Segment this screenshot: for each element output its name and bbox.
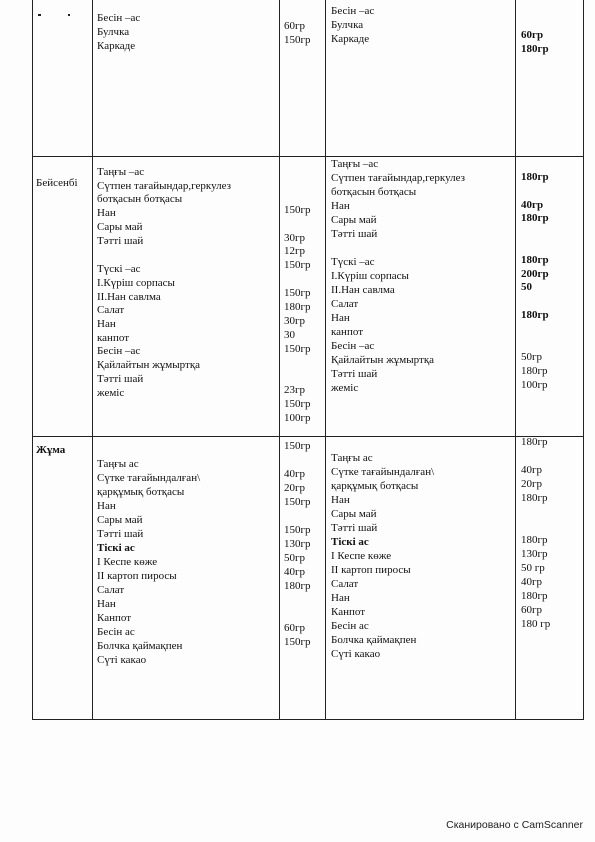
- qty-value: 180гр: [521, 534, 548, 546]
- menu-item: Қайлайтын жұмыртқа: [331, 354, 435, 366]
- qty-value: 180гр: [521, 254, 549, 266]
- menu-item: Бесін –ас: [331, 5, 375, 17]
- menu-item: ІІ картоп пиросы: [331, 564, 411, 576]
- qty-value: 150гр: [284, 524, 311, 536]
- qty-value: 200гр: [521, 268, 549, 280]
- qty-value: 40гр: [284, 468, 306, 480]
- menu-item: Тәтті шай: [97, 235, 144, 247]
- qty-value: 180гр: [521, 212, 549, 224]
- scan-mark: [68, 14, 70, 16]
- meal-heading: Таңғы ас: [331, 452, 373, 464]
- menu-item: Сүтпен тағайындар,геркулез: [331, 172, 465, 184]
- qty-value: 60гр: [284, 622, 306, 634]
- menu-item: Болчка қаймақпен: [331, 634, 417, 646]
- menu-item: Сүті какао: [97, 654, 147, 666]
- meal-heading: Бесін ас: [97, 626, 135, 638]
- menu-item: Нан: [97, 207, 116, 219]
- table-border-right: [583, 0, 584, 720]
- qty-value: 150гр: [284, 398, 311, 410]
- menu-item: Нан: [97, 598, 116, 610]
- qty-value: 50: [521, 281, 532, 293]
- table-col-divider: [515, 0, 516, 720]
- meal-heading: Таңғы –ас: [97, 166, 145, 178]
- menu-item: ІІ.Нан савлма: [331, 284, 395, 296]
- meal-heading: Бесін ас: [331, 620, 369, 632]
- menu-item: Қайлайтын жұмыртқа: [97, 359, 201, 371]
- scan-mark: [38, 14, 41, 16]
- qty-value: 50 гр: [521, 562, 545, 574]
- menu-item: Салат: [331, 298, 359, 310]
- qty-value: 100гр: [284, 412, 311, 424]
- menu-item: Каркаде: [97, 40, 136, 52]
- menu-item: Бесін –ас: [97, 12, 141, 24]
- menu-item: Каркаде: [331, 33, 370, 45]
- qty-value: 180 гр: [521, 618, 551, 630]
- meal-heading: Бесін –ас: [331, 340, 375, 352]
- qty-value: 180гр: [521, 492, 548, 504]
- qty-value: 40гр: [521, 576, 543, 588]
- qty-value: 30гр: [284, 232, 306, 244]
- qty-value: 150гр: [284, 440, 311, 452]
- qty-value: 150гр: [284, 204, 311, 216]
- menu-item: Тәтті шай: [331, 522, 378, 534]
- qty-value: 150гр: [284, 636, 311, 648]
- meal-heading: Тіскі ас: [331, 536, 369, 548]
- menu-item: Сүті какао: [331, 648, 381, 660]
- menu-item: Нан: [331, 494, 350, 506]
- qty-value: 130гр: [284, 538, 311, 550]
- qty-value: 180гр: [521, 171, 549, 183]
- menu-item: жеміс: [331, 382, 359, 394]
- menu-item: ботқасын ботқасы: [331, 186, 417, 198]
- qty-value: 180гр: [521, 365, 548, 377]
- menu-item: Болчка қаймақпен: [97, 640, 183, 652]
- row-divider: [32, 156, 584, 157]
- qty-value: 150гр: [284, 34, 311, 46]
- day-label-thursday: Бейсенбі: [36, 177, 78, 189]
- menu-item: қарқұмық ботқасы: [97, 486, 185, 498]
- menu-item: канпот: [331, 326, 363, 338]
- qty-value: 50гр: [521, 351, 543, 363]
- qty-value: 20гр: [521, 478, 543, 490]
- menu-item: қарқұмық ботқасы: [331, 480, 419, 492]
- menu-item: Канпот: [331, 606, 366, 618]
- menu-item: І.Күріш сорпасы: [331, 270, 409, 282]
- menu-item: Нан: [331, 592, 350, 604]
- menu-item: Тәтті шай: [331, 368, 378, 380]
- qty-value: 150гр: [284, 343, 311, 355]
- qty-value: 20гр: [284, 482, 306, 494]
- menu-item: Салат: [97, 584, 125, 596]
- qty-value: 12гр: [284, 245, 306, 257]
- menu-item: Сары май: [97, 221, 143, 233]
- qty-value: 23гр: [284, 384, 306, 396]
- menu-item: Нан: [97, 500, 116, 512]
- menu-item: І Кеспе көже: [97, 556, 158, 568]
- qty-value: 150гр: [284, 259, 311, 271]
- menu-item: Сары май: [97, 514, 143, 526]
- menu-item: Сары май: [331, 508, 377, 520]
- menu-item: Булчка: [97, 26, 130, 38]
- row-divider: [32, 436, 584, 437]
- menu-item: Сүтпен тағайындар,геркулез: [97, 180, 231, 192]
- meal-heading: Таңғы ас: [97, 458, 139, 470]
- meal-heading: Түскі –ас: [97, 263, 141, 275]
- menu-item: Нан: [331, 200, 350, 212]
- qty-value: 150гр: [284, 496, 311, 508]
- qty-value: 180гр: [521, 309, 549, 321]
- qty-value: 180гр: [521, 590, 548, 602]
- menu-item: І.Күріш сорпасы: [97, 277, 175, 289]
- scanner-watermark: Сканировано с CamScanner: [446, 819, 583, 831]
- menu-item: Тәтті шай: [97, 373, 144, 385]
- qty-value: 60гр: [521, 604, 543, 616]
- menu-item: Нан: [331, 312, 350, 324]
- menu-item: Сары май: [331, 214, 377, 226]
- menu-item: Канпот: [97, 612, 132, 624]
- menu-item: Сүтке тағайындалған\: [331, 466, 435, 478]
- meal-heading: Түскі –ас: [331, 256, 375, 268]
- menu-item: І Кеспе көже: [331, 550, 392, 562]
- qty-value: 180гр: [284, 301, 311, 313]
- menu-item: Салат: [97, 304, 125, 316]
- menu-item: ІІ.Нан савлма: [97, 291, 161, 303]
- menu-item: Нан: [97, 318, 116, 330]
- day-label-friday: Жұма: [36, 444, 66, 456]
- menu-item: Салат: [331, 578, 359, 590]
- menu-item: Булчка: [331, 19, 364, 31]
- table-col-divider: [92, 0, 93, 720]
- table-col-divider: [279, 0, 280, 720]
- qty-value: 40гр: [521, 464, 543, 476]
- qty-value: 180гр: [521, 43, 549, 55]
- table-border-left: [32, 0, 33, 720]
- qty-value: 50гр: [284, 552, 306, 564]
- qty-value: 60гр: [284, 20, 306, 32]
- qty-value: 60гр: [521, 29, 544, 41]
- row-divider: [32, 719, 584, 720]
- meal-heading: Таңғы –ас: [331, 158, 379, 170]
- menu-item: Тәтті шай: [97, 528, 144, 540]
- table-col-divider: [325, 0, 326, 720]
- qty-value: 180гр: [521, 436, 548, 448]
- qty-value: 130гр: [521, 548, 548, 560]
- menu-item: жеміс: [97, 387, 125, 399]
- meal-heading: Тіскі ас: [97, 542, 135, 554]
- menu-item: канпот: [97, 332, 129, 344]
- qty-value: 30: [284, 329, 295, 341]
- meal-heading: Бесін –ас: [97, 345, 141, 357]
- qty-value: 150гр: [284, 287, 311, 299]
- menu-item: ботқасын ботқасы: [97, 193, 183, 205]
- qty-value: 30гр: [284, 315, 306, 327]
- qty-value: 180гр: [284, 580, 311, 592]
- menu-item: Сүтке тағайындалған\: [97, 472, 201, 484]
- menu-item: Тәтті шай: [331, 228, 378, 240]
- menu-item: ІІ картоп пиросы: [97, 570, 177, 582]
- qty-value: 40гр: [284, 566, 306, 578]
- qty-value: 40гр: [521, 199, 544, 211]
- qty-value: 100гр: [521, 379, 548, 391]
